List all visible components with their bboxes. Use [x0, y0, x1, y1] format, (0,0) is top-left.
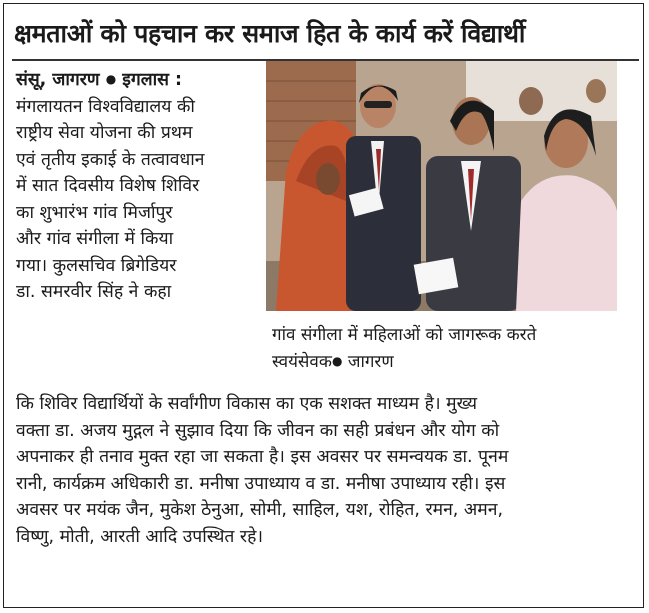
bullet-dot-icon: ●	[105, 72, 117, 86]
article-line: विष्णु, मोती, आरती आदि उपस्थित रहे।	[16, 526, 264, 547]
article-left-column	[16, 66, 256, 306]
article-line: रानी, कार्यक्रम अधिकारी डा. मनीषा उपाध्याय व डा. मनीषा उपाध्याय रही। इस	[16, 473, 506, 494]
article-line: अवसर पर मयंक जैन, मुकेश ठेनुआ, सोमी, साहिल, यश, रोहित, रमन, अमन,	[16, 500, 504, 520]
article-line: का शुभारंभ गांव मिर्जापुर	[16, 202, 173, 223]
article-line: में सात दिवसीय विशेष शिविर	[16, 176, 200, 196]
article-line: गया। कुलसचिव ब्रिगेडियर	[16, 255, 177, 276]
dateline	[16, 66, 256, 94]
article-line: राष्ट्रीय सेवा योजना की प्रथम	[16, 123, 193, 143]
headline: क्षमताओं को पहचान कर समाज हित के कार्य करें विद्यार्थी	[14, 19, 526, 48]
caption-line	[272, 348, 632, 375]
bullet-dot-icon: ●	[331, 354, 343, 368]
article-line: एवं तृतीय इकाई के तत्वावधान	[16, 149, 205, 170]
news-photo	[266, 61, 617, 311]
article-line: मंगलायतन विश्वविद्यालय की	[16, 96, 195, 117]
article-line: और गांव संगीला में किया	[16, 229, 174, 249]
dateline-city: इगलास :	[122, 70, 183, 90]
article-line: डा. समरवीर सिंह ने कहा	[16, 282, 172, 302]
article-line: वक्ता डा. अजय मुद्गल ने सुझाव दिया कि जीवन का सही प्रबंधन और योग को	[16, 420, 500, 441]
caption-line: गांव संगीला में महिलाओं को जागरूक करते	[272, 325, 537, 345]
news-photo-illustration	[266, 61, 617, 311]
article-bottom-text	[16, 391, 636, 550]
caption-credit: जागरण	[347, 352, 394, 372]
caption-text: स्वयंसेवक	[272, 352, 332, 372]
article-line: कि शिविर विद्यार्थियों के सर्वांगीण विकास का एक सशक्त माध्यम है। मुख्य	[16, 394, 478, 414]
news-clipping	[3, 3, 644, 608]
article-line: अपनाकर ही तनाव मुक्त रहा जा सकता है। इस अवसर पर समन्वयक डा. पूनम	[16, 447, 509, 467]
photo-caption	[272, 322, 632, 375]
dateline-place: संसू, जागरण	[16, 70, 100, 90]
